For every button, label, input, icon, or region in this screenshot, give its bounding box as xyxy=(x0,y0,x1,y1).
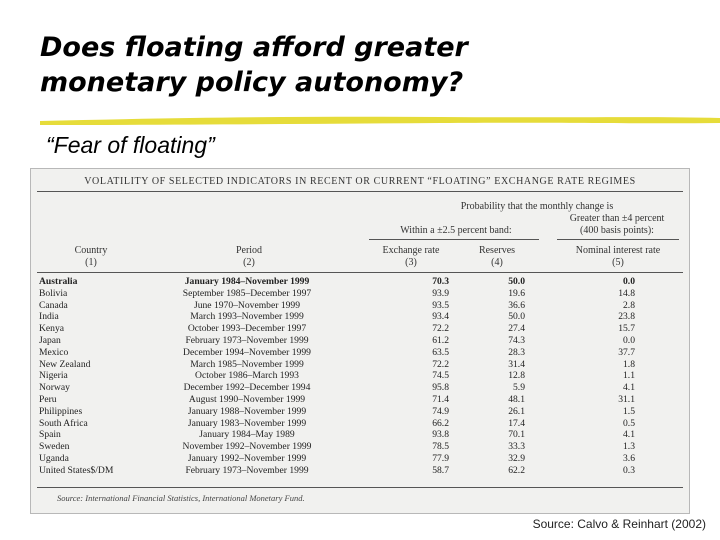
slide-source-citation: Source: Calvo & Reinhart (2002) xyxy=(532,517,706,531)
table-cell: 74.5 xyxy=(432,370,449,382)
table-row xyxy=(39,441,635,453)
table-row xyxy=(39,276,635,288)
table-cell: 62.2 xyxy=(508,464,525,476)
table-cell: March 1993–November 1999 xyxy=(190,311,304,323)
table-row xyxy=(39,418,635,430)
table-cell: 15.7 xyxy=(618,323,635,335)
table-cell: 26.1 xyxy=(508,405,525,417)
col-period-num: (2) xyxy=(243,257,255,268)
scanned-table xyxy=(30,168,690,514)
table-cell: 3.6 xyxy=(623,452,635,464)
table-cell: 1.1 xyxy=(623,370,635,382)
table-cell: 63.5 xyxy=(432,346,449,358)
table-cell: 93.9 xyxy=(432,287,449,299)
table-row xyxy=(39,347,635,359)
table-cell: United States$/DM xyxy=(39,464,114,476)
table-cell: October 1993–December 1997 xyxy=(187,323,307,335)
greater-band-header-line-1: Greater than ±4 percent xyxy=(569,213,665,224)
table-cell: Norway xyxy=(39,382,70,394)
header-bottom-rule xyxy=(37,272,683,273)
table-row xyxy=(39,323,635,335)
table-cell: January 1992–November 1999 xyxy=(187,452,307,464)
table-cell: 19.6 xyxy=(508,287,525,299)
table-cell: 12.8 xyxy=(508,370,525,382)
within-band-header: Within a ±2.5 percent band: xyxy=(400,225,512,236)
table-cell: February 1973–November 1999 xyxy=(185,464,309,476)
col-country-header: Country xyxy=(74,245,108,256)
table-cell: 5.9 xyxy=(513,382,525,394)
table-cell: New Zealand xyxy=(39,358,91,370)
table-row xyxy=(39,300,635,312)
table-cell: 1.3 xyxy=(623,441,635,453)
table-cell: 0.0 xyxy=(623,276,635,287)
table-cell: 66.2 xyxy=(432,417,449,429)
table-cell: Uganda xyxy=(39,452,69,464)
col-reserves-header: Reserves xyxy=(478,245,516,256)
table-row xyxy=(39,382,635,394)
table-title: VOLATILITY OF SELECTED INDICATORS IN RECENT OR CURRENT “FLOATING” EXCHANGE RATE REGIMES xyxy=(84,176,636,187)
table-cell: 70.3 xyxy=(432,276,449,287)
table-cell: India xyxy=(39,311,59,323)
table-cell: November 1992–November 1999 xyxy=(182,441,312,453)
table-row xyxy=(39,335,635,347)
table-cell: 72.2 xyxy=(432,358,449,370)
slide-subtitle: “Fear of floating” xyxy=(46,132,215,158)
table-cell: August 1990–November 1999 xyxy=(188,393,306,405)
table-cell: 31.1 xyxy=(618,393,635,405)
table-cell: 74.9 xyxy=(432,405,449,417)
table-cell: 78.5 xyxy=(432,441,449,453)
greater-band-header-line-2: (400 basis points): xyxy=(580,225,654,236)
table-cell: Bolivia xyxy=(39,287,68,299)
table-source-note: Source: International Financial Statistics, International Monetary Fund. xyxy=(57,493,305,503)
table-cell: October 1986–March 1993 xyxy=(195,370,299,382)
table-row xyxy=(39,370,635,382)
table-cell: 36.6 xyxy=(508,299,525,311)
table-cell: Mexico xyxy=(39,346,69,358)
table-cell: 61.2 xyxy=(432,334,449,346)
table-cell: Philippines xyxy=(39,405,83,417)
table-cell: 77.9 xyxy=(432,452,449,464)
table-cell: 71.4 xyxy=(432,393,449,405)
table-cell: 14.8 xyxy=(618,287,635,299)
data-table-body xyxy=(39,276,635,477)
table-cell: 28.3 xyxy=(508,346,525,358)
col-interest-header: Nominal interest rate xyxy=(575,245,661,256)
table-cell: Canada xyxy=(39,299,68,311)
table-cell: Peru xyxy=(39,393,57,405)
table-row xyxy=(39,311,635,323)
table-row xyxy=(39,288,635,300)
table-cell: 27.4 xyxy=(508,323,525,335)
table-cell: September 1985–December 1997 xyxy=(182,287,312,299)
table-cell: 93.4 xyxy=(432,311,449,323)
table-cell: January 1984–November 1999 xyxy=(184,276,310,287)
table-cell: Kenya xyxy=(39,323,65,335)
table-cell: 0.5 xyxy=(623,417,635,429)
table-cell: 0.3 xyxy=(623,464,635,476)
table-cell: 93.5 xyxy=(432,299,449,311)
table-cell: 72.2 xyxy=(432,323,449,335)
table-cell: 1.5 xyxy=(623,405,635,417)
table-cell: January 1988–November 1999 xyxy=(187,405,307,417)
col-reserves-num: (4) xyxy=(491,257,503,268)
table-cell: January 1983–November 1999 xyxy=(187,417,307,429)
table-cell: Japan xyxy=(39,334,61,346)
table-cell: December 1992–December 1994 xyxy=(183,382,311,394)
within-band-rule xyxy=(369,239,539,240)
table-cell: 33.3 xyxy=(508,441,525,453)
slide-title-line-2: monetary policy autonomy? xyxy=(40,67,464,98)
table-row xyxy=(39,394,635,406)
col-period-header: Period xyxy=(235,245,263,256)
slide-title xyxy=(40,30,680,100)
table-cell: 74.3 xyxy=(508,334,525,346)
table-cell: March 1985–November 1999 xyxy=(190,358,304,370)
probability-group-header: Probability that the monthly change is xyxy=(460,201,614,212)
table-cell: 50.0 xyxy=(508,311,525,323)
table-cell: 48.1 xyxy=(508,393,525,405)
table-cell: 4.1 xyxy=(623,429,635,441)
table-row xyxy=(39,465,635,477)
col-exchange-num: (3) xyxy=(405,257,417,268)
title-underline-brushstroke xyxy=(40,112,720,128)
table-row xyxy=(39,359,635,371)
table-bottom-rule xyxy=(37,487,683,488)
table-cell: 95.8 xyxy=(432,382,449,394)
table-cell: June 1970–November 1999 xyxy=(193,299,301,311)
table-cell: January 1984–May 1989 xyxy=(199,429,295,441)
table-cell: Spain xyxy=(39,429,61,441)
col-interest-num: (5) xyxy=(612,257,624,268)
table-cell: 2.8 xyxy=(623,299,635,311)
table-cell: December 1994–November 1999 xyxy=(183,346,311,358)
table-cell: 37.7 xyxy=(618,346,635,358)
table-row xyxy=(39,453,635,465)
data-table xyxy=(39,276,635,477)
table-row xyxy=(39,429,635,441)
slide-title-line-1: Does floating afford greater xyxy=(40,32,468,63)
table-cell: 50.0 xyxy=(508,276,525,287)
table-cell: 70.1 xyxy=(508,429,525,441)
table-cell: Sweden xyxy=(39,441,70,453)
table-cell: Nigeria xyxy=(39,370,68,382)
table-cell: 93.8 xyxy=(432,429,449,441)
col-country-num: (1) xyxy=(85,257,97,268)
table-cell: February 1973–November 1999 xyxy=(185,334,309,346)
table-cell: 0.0 xyxy=(623,334,635,346)
table-cell: 58.7 xyxy=(432,464,449,476)
table-cell: 1.8 xyxy=(623,358,635,370)
table-cell: 4.1 xyxy=(623,382,635,394)
table-cell: 23.8 xyxy=(618,311,635,323)
greater-band-rule xyxy=(557,239,679,240)
table-cell: 32.9 xyxy=(508,452,525,464)
col-exchange-header: Exchange rate xyxy=(382,245,440,256)
table-cell: South Africa xyxy=(39,417,88,429)
table-cell: 31.4 xyxy=(508,358,525,370)
table-top-rule xyxy=(37,191,683,192)
table-cell: 17.4 xyxy=(508,417,525,429)
table-cell: Australia xyxy=(39,276,78,287)
table-row xyxy=(39,406,635,418)
